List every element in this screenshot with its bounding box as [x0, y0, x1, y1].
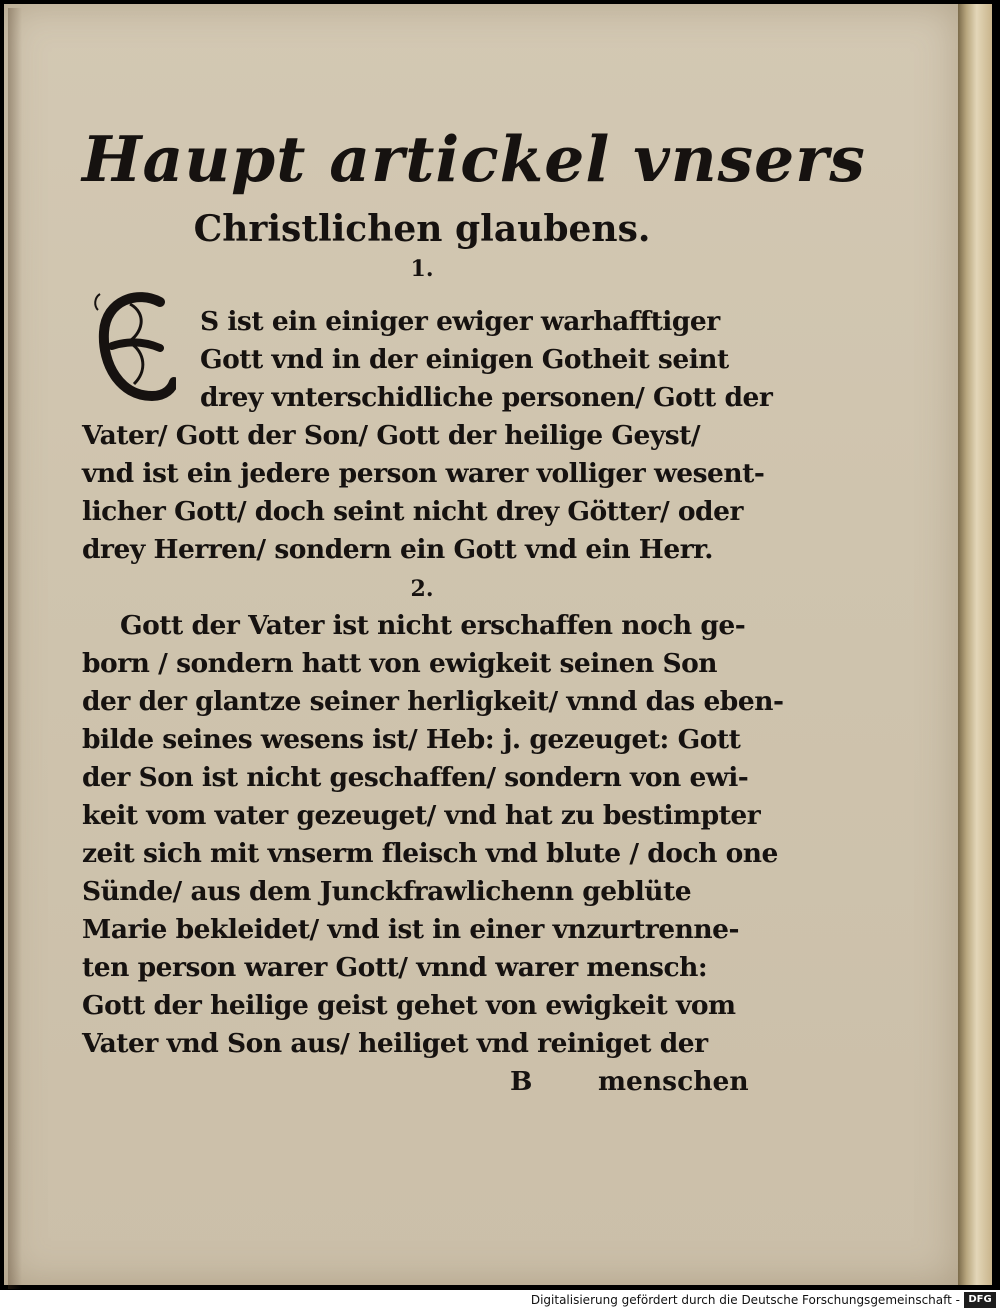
footer-bar [0, 1290, 1000, 1311]
text-line: vnd ist ein jedere person warer volliger wesent- [82, 458, 765, 489]
section-number-2: 2. [410, 576, 434, 602]
text-line: der Son ist nicht geschaffen/ sondern von ewi- [82, 762, 749, 793]
text-line: Marie bekleidet/ vnd ist in einer vnzurtrenne- [82, 914, 739, 945]
text-line: keit vom vater gezeuget/ vnd hat zu bestimpter [82, 800, 761, 831]
text-line: Sünde/ aus dem Junckfrawlichenn geblüte [82, 876, 692, 907]
text-line: bilde seines wesens ist/ Heb: j. gezeuget: Gott [82, 724, 741, 755]
text-line: Vater vnd Son aus/ heiliget vnd reiniget der [82, 1028, 708, 1059]
catchword: menschen [598, 1066, 749, 1097]
section-number-1: 1. [410, 256, 434, 282]
page-title: Haupt artickel vnsers [82, 122, 866, 196]
text-line: ten person warer Gott/ vnnd warer mensch: [82, 952, 708, 983]
text-line: born / sondern hatt von ewigkeit seinen Son [82, 648, 718, 679]
signature-mark: B [510, 1066, 533, 1097]
text-line: drey vnterschidliche personen/ Gott der [200, 382, 773, 413]
text-line: S ist ein einiger ewiger warhafftiger [200, 306, 720, 337]
text-line: Vater/ Gott der Son/ Gott der heilige Geyst/ [82, 420, 701, 451]
drop-cap-initial [90, 284, 176, 414]
drop-cap-letter: E [120, 376, 121, 377]
text-line: licher Gott/ doch seint nicht drey Götter/ oder [82, 496, 743, 527]
text-line: der der glantze seiner herligkeit/ vnnd das eben- [82, 686, 784, 717]
page-subtitle: Christlichen glaubens. [193, 208, 651, 250]
page-gutter-shadow [8, 8, 22, 1289]
text-line: Gott vnd in der einigen Gotheit seint [200, 344, 729, 375]
text-line: Gott der Vater ist nicht erschaffen noch ge- [120, 610, 746, 641]
funding-notice: Digitalisierung gefördert durch die Deutsche Forschungsgemeinschaft - [530, 1293, 960, 1307]
text-line: zeit sich mit vnserm fleisch vnd blute / doch one [82, 838, 778, 869]
book-page-edge [958, 4, 992, 1285]
book-page [4, 4, 958, 1285]
dfg-logo-icon: DFG [964, 1292, 996, 1308]
text-line: Gott der heilige geist gehet von ewigkeit vom [82, 990, 736, 1021]
text-line: drey Herren/ sondern ein Gott vnd ein Herr. [82, 534, 713, 565]
